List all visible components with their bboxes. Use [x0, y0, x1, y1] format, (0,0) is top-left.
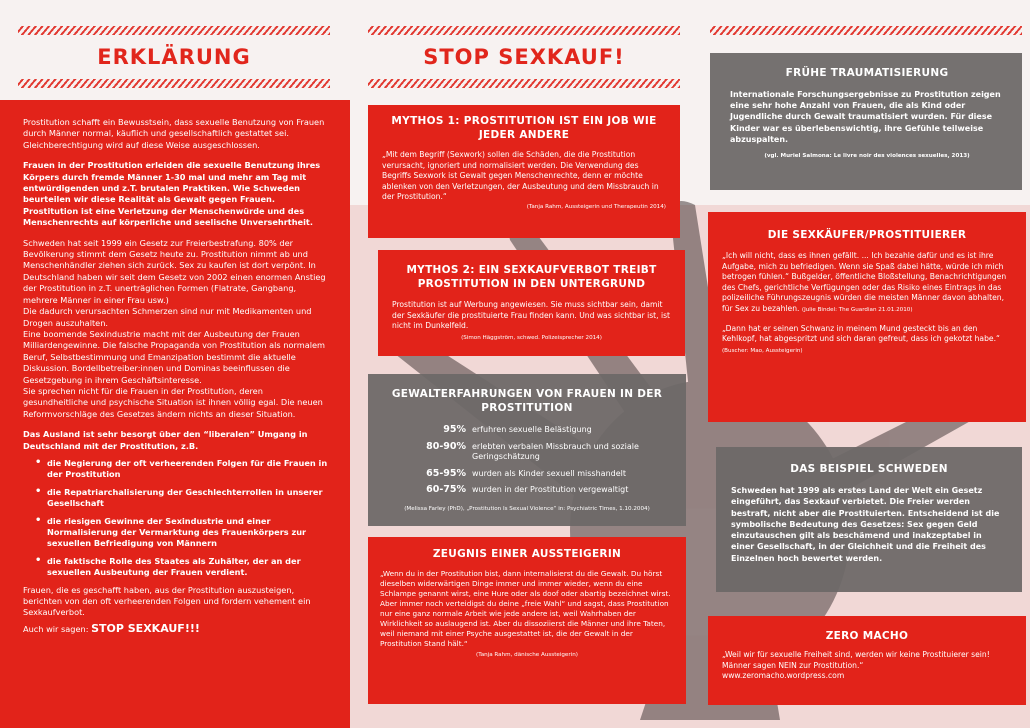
stat-percent: 80-90% — [426, 440, 466, 452]
testimony-text: Aber immer noch verteidigst du deine „freie Wahl“ und sagst, dass Prostitution nur eine ganz normale Arbeit wie jede andere ist, weil Wahrhaben der Wirklichkeit so auslaugend ist. Aber du dissoziierst die Männer und ihre Taten, weil niemand mit einer Psyche ausgestattet ist, die der Gewalt in der Prostitution Stand hält.“ — [380, 599, 669, 648]
myth1-title: MYTHOS 1: PROSTITUTION IST EIN JOB WIE JEDER ANDERE — [391, 115, 657, 141]
trauma-citation: (vgl. Muriel Salmona: Le livre noir des violences sexuelles, 2013) — [764, 153, 970, 160]
sweden-title: DAS BEISPIEL SCHWEDEN — [790, 463, 948, 475]
stat-percent: 95% — [443, 424, 466, 435]
myth2-box — [378, 250, 685, 356]
buyers-text-2 — [722, 324, 1012, 357]
zero-macho-url: www.zeromacho.wordpress.com — [722, 671, 845, 681]
closing-line — [23, 623, 330, 635]
zero-macho-title: ZERO MACHO — [825, 630, 909, 642]
buyers-quote-2: „Dann hat er seinen Schwanz in meinem Mund gesteckt bis an den Kehlkopf, hat abgespritzt und sich daran gefreut, dass ich gekotzt habe.“ — [722, 323, 1000, 344]
myth1-text: „Mit dem Begriff (Sexwork) sollen die Schäden, die die Prostitution verursacht, ignoriert und normalisiert werden. Die Verwendung des Begriffs Sexwork ist Gewalt gegen Menschenrechte, denn er möchte ablenken von den Verletzungen, der Ausbeutung und dem Missbrauch in der Prostitution.“ — [382, 150, 659, 202]
trauma-title: FRÜHE TRAUMATISIERUNG — [785, 67, 949, 79]
stat-text: erlebten verbalen Missbrauch und soziale Geringschätzung — [472, 441, 639, 461]
violence-stats-citation: (Melissa Farley (PhD), „Prostitution Is Sexual Violence“ in: Psychiatric Times, 1.10.2004) — [404, 505, 650, 512]
buyers-citation: (Julie Bindel: The Guardian 21.01.2010) — [801, 306, 913, 313]
stat-percent: 60-75% — [426, 484, 466, 495]
testimony-citation: (Tanja Rahm, dänische Aussteigerin) — [476, 652, 578, 658]
buyers-quote: „Ich will nicht, dass es ihnen gefällt. ... Ich bezahle dafür und es ist ihre Aufgabe, mich zu befriedigen. Wenn sie Spaß dabei hätte, würde ich mich betrogen fühlen.“ Bußgelder, öffentliche Bloßstellung, Benachrichtigungen des Chefs, gerichtliche Verfügungen oder das Risiko eines Eintrags in das polizeiliche Führungszeugnis würden die meisten Männer davon abhalten, für Sex zu bezahlen. — [722, 251, 1007, 313]
paragraph: Schweden hat seit 1999 ein Gesetz zur Freierbestrafung. 80% der Bevölkerung stimmt dem Gesetz heute zu. Prostitution nimmt ab und Menschenhändler ziehen sich zurück. Sex zu kaufen ist dort verpönt. In Deutschland haben wir seit dem Gesetz von 2002 einen enormen Anstieg der Prostitution in z.T. unerträglichen Formen (Flatrate, Gangbang, mehrere Männer in einer Frau usw.) — [23, 237, 326, 305]
stats-list — [382, 425, 672, 496]
list-item: • die Negierung der oft verheerenden Folgen für die Frauen in der Prostitution — [23, 458, 330, 481]
buyers-text — [722, 251, 1012, 316]
testimony-box — [368, 537, 686, 704]
myth2-title: MYTHOS 2: EIN SEXKAUFVERBOT TREIBT PROSTITUTION IN DEN UNTERGRUND — [406, 264, 657, 290]
zero-macho-text: „Weil wir für sexuelle Freiheit sind, werden wir keine Prostituierer sein! Männer sagen NEIN zur Prostitution.“ — [722, 650, 990, 670]
paragraph: Frauen, die es geschafft haben, aus der Prostitution auszusteigen, berichten von den oft verheerenden Folgen und fordern vehement ein Sexkaufverbot. — [23, 584, 311, 618]
buyers-box — [708, 212, 1026, 422]
list-item: • die Repatriarchalisierung der Geschlechterrollen in unserer Gesellschaft — [23, 487, 330, 510]
stat-percent: 65-95% — [426, 467, 466, 479]
buyers-title: DIE SEXKÄUFER/PROSTITUIERER — [767, 229, 967, 241]
bullet-list — [23, 458, 330, 579]
list-item: • die faktische Rolle des Staates als Zuhälter, der an der sexuellen Ausbeutung der Frauen verdient. — [23, 556, 330, 579]
decor-stripe — [18, 79, 330, 88]
testimony-title: ZEUGNIS EINER AUSSTEIGERIN — [432, 548, 622, 560]
paragraph: Das Ausland ist sehr besorgt über den “liberalen” Umgang in Deutschland mit der Prostitution, z.B. — [23, 429, 308, 451]
closing-strong: STOP SEXKAUF!!! — [91, 621, 200, 635]
trauma-box — [710, 53, 1022, 190]
sweden-box — [716, 447, 1022, 592]
stat-text: erfuhren sexuelle Belästigung — [472, 425, 592, 434]
paragraph: Prostitution schafft ein Bewusstsein, dass sexuelle Benutzung von Frauen durch Männer normal, käuflich und gesellschaftlich gestattet sei. Gleichberechtigung wird auf diese Weise ausgeschlossen. — [23, 117, 325, 150]
heading-stop-sexkauf: STOP SEXKAUF! — [423, 45, 625, 69]
myth2-citation: (Simon Häggström, schwed. Polizeisprecher 2014) — [461, 334, 602, 341]
myth1-box — [368, 105, 680, 238]
myth2-text: Prostitution ist auf Werbung angewiesen. Sie muss sichtbar sein, damit der Sexkäufer die prostituierte Frau finden kann. Und was sichtbar ist, ist nicht im Dunkelfeld. — [392, 300, 671, 331]
closing-prefix: Auch wir sagen: — [23, 623, 92, 634]
sweden-text: Schweden hat 1999 als erstes Land der Welt ein Gesetz eingeführt, das Sexkauf verbietet. Die Freier werden bestraft, nicht aber die Prostituierten. Entscheidend ist die symbolische Bedeutung des Gesetzes: Sex gegen Geld einzutauschen gilt als beschämend und inakzeptabel in einer Gesellschaft, in der Gleichheit und die Freiheit des Einzelnen hoch bewertet werden. — [731, 486, 1000, 563]
paragraph: Eine boomende Sexindustrie macht mit der Ausbeutung der Frauen Milliardengewinne. Die falsche Propaganda von Prostitution als normalem Beruf, Selbstbestimmung und Emanzipation bestimmt die aktuelle Diskussion. Bordellbetreiber:innen und Dominas beeinflussen die Gesetzgebung in ihrem Geschäftsinteresse. — [23, 328, 325, 385]
paragraph: Sie sprechen nicht für die Frauen in der Prostitution, deren gesundheitliche und psychische Situation ist ihnen völlig egal. Die neuen Reformvorschläge des Gesetzes ändern nichts an dieser Situation. — [23, 385, 323, 419]
myth1-citation: (Tanja Rahm, Aussteigerin und Therapeutin 2014) — [526, 203, 666, 210]
heading-erklaerung: ERKLÄRUNG — [97, 45, 251, 69]
decor-stripe — [368, 79, 680, 88]
zero-macho-box — [708, 616, 1026, 705]
paragraph: Die dadurch verursachten Schmerzen sind nur mit Medikamenten und Drogen auszuhalten. — [23, 306, 312, 328]
violence-stats-title: GEWALTERFAHRUNGEN VON FRAUEN IN DER PROSTITUTION — [391, 388, 663, 414]
paragraph: Frauen in der Prostitution erleiden die sexuelle Benutzung ihres Körpers durch fremde Männer 1-30 mal und mehr am Tag mit entwürdigenden und z.T. brutalen Praktiken. Wie Schweden beurteilen wir diese Realität als Gewalt gegen Frauen. Prostitution ist eine Verletzung der Menschenwürde und des Menschenrechts auf körperliche und seelische Unversehrtheit. — [23, 160, 321, 228]
decor-stripe — [368, 26, 680, 35]
decor-stripe — [18, 26, 330, 35]
stat-text: wurden in der Prostitution vergewaltigt — [472, 485, 629, 494]
violence-stats-box — [368, 374, 686, 526]
decor-stripe — [710, 26, 1022, 35]
testimony-text: „Wenn du in der Prostitution bist, dann internalisierst du die Gewalt. Du hörst dieselben widerwärtigen Dinge immer und immer wieder, wenn du eine Schlampe genannt wirst, eine Hure oder als doof oder abartig bezeichnet wirst. — [380, 569, 671, 598]
trauma-text: Internationale Forschungsergebnisse zu Prostitution zeigen eine sehr hohe Anzahl von Frauen, die als Kind oder Jugendliche durch Gewalt traumatisiert wurden. Für diese Kinder war es überlebenswichtig, ihre Gefühle teilweise abzuspalten. — [730, 90, 1001, 144]
stat-text: wurden als Kinder sexuell misshandelt — [472, 468, 626, 478]
buyers-citation-2: (Buscher: Mao, Aussteigerin) — [722, 347, 803, 354]
list-item: • die riesigen Gewinne der Sexindustrie und einer Normalisierung der Vermarktung des Frauenkörpers zur sexuellen Befriedigung von Männern — [23, 516, 330, 550]
explanation-panel — [0, 100, 350, 728]
